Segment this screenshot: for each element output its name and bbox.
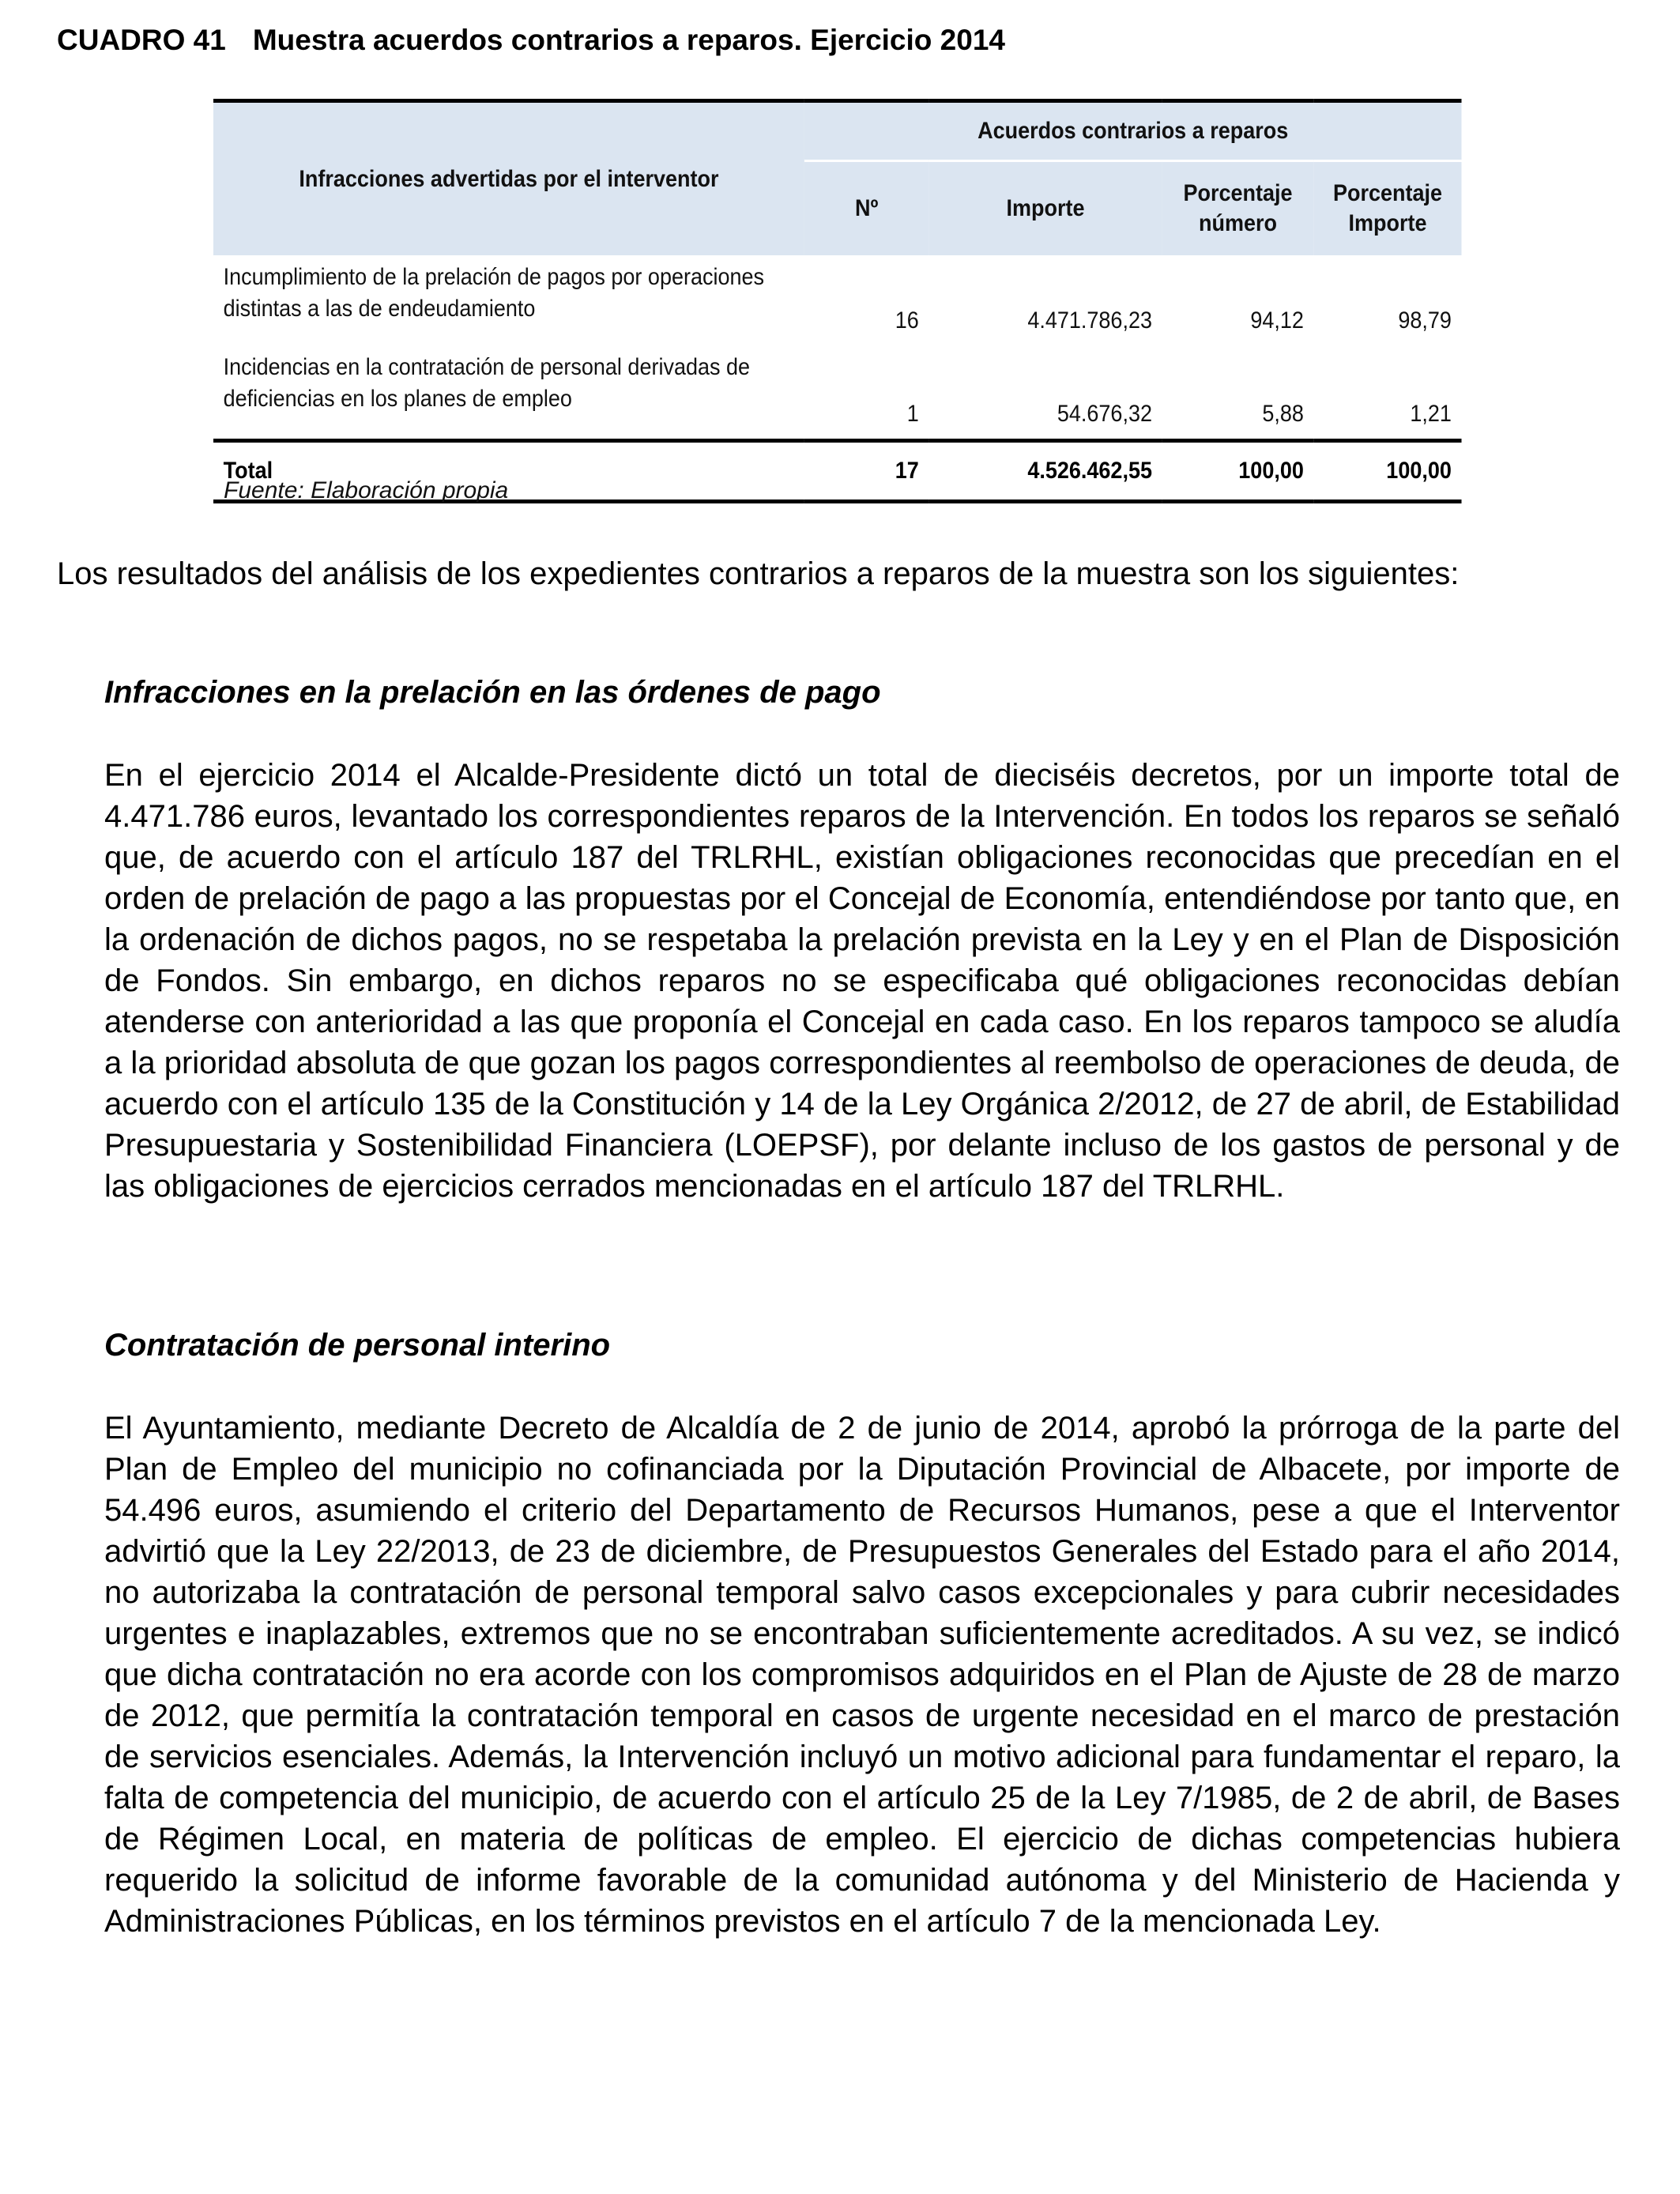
cell-n: 1 xyxy=(906,401,919,427)
total-pct-numero: 100,00 xyxy=(1162,441,1314,502)
table-row xyxy=(213,255,1462,345)
cell-pct-numero: 94,12 xyxy=(1250,307,1304,334)
cell-importe: 54.676,32 xyxy=(1057,401,1152,427)
intro-paragraph: Los resultados del análisis de los expedientes contrarios a reparos de la muestra son los siguientes: xyxy=(57,556,1460,591)
section-paragraph-personal: El Ayuntamiento, mediante Decreto de Alcaldía de 2 de junio de 2014, aprobó la prórroga de la parte del Plan de Empleo del municipio no cofinanciada por la Diputación Provincial de Albacete, por importe de 54.496 euros, asumiendo el criterio del Departamento de Recursos Humanos, pese a que el Interventor advirtió que la Ley 22/2013, de 23 de diciembre, de Presupuestos Generales del Estado para el año 2014, no autorizaba la contratación de personal temporal salvo casos excepcionales y para cubrir necesidades urgentes e inaplazables, extremos que no se encontraban suficientemente acreditados. A su vez, se indicó que dicha contratación no era acorde con los compromisos adquiridos en el Plan de Ajuste de 28 de marzo de 2012, que permitía la contratación temporal en casos de urgente necesidad en el marco de prestación de servicios esenciales. Además, la Intervención incluyó un motivo adicional para fundamentar el reparo, la falta de competencia del municipio, de acuerdo con el artículo 25 de la Ley 7/1985, de 2 de abril, de Bases de Régimen Local, en materia de políticas de empleo. El ejercicio de dichas competencias hubiera requerido la solicitud de informe favorable de la comunidad autónoma y del Ministerio de Hacienda y Administraciones Públicas, en los términos previstos en el artículo 7 de la mencionada Ley. xyxy=(104,1411,1620,1939)
col-header-pct-numero: Porcentaje número xyxy=(1162,161,1314,256)
group-header: Acuerdos contrarios a reparos xyxy=(804,101,1462,161)
agreements-table xyxy=(213,99,1462,503)
section-heading-personal: Contratación de personal interino xyxy=(104,1328,611,1363)
table-row xyxy=(213,345,1462,441)
total-label: Total xyxy=(213,441,804,502)
cell-importe: 4.471.786,23 xyxy=(1027,307,1152,334)
total-n: 17 xyxy=(804,441,929,502)
cell-pct-importe: 1,21 xyxy=(1410,401,1452,427)
table-source: Fuente: Elaboración propia xyxy=(224,477,509,503)
caption-title: Muestra acuerdos contrarios a reparos. Ejercicio 2014 xyxy=(252,24,1005,56)
col-header-importe: Importe xyxy=(929,161,1162,256)
row-header: Infracciones advertidas por el interventor xyxy=(213,101,804,256)
section-paragraph-prelacion: En el ejercicio 2014 el Alcalde-Presidente dictó un total de dieciséis decretos, por un importe total de 4.471.786 euros, levantado los correspondientes reparos de la Intervención. En todos los reparos se señaló que, de acuerdo con el artículo 187 del TRLRHL, existían obligaciones reconocidas que precedían en el orden de prelación de pago a las propuestas por el Concejal de Economía, entendiéndose por tanto que, en la ordenación de dichos pagos, no se respetaba la prelación prevista en la Ley y en el Plan de Disposición de Fondos. Sin embargo, en dichos reparos no se especificaba qué obligaciones reconocidas debían atenderse con anterioridad a las que proponía el Concejal en cada caso. En los reparos tampoco se aludía a la prioridad absoluta de que gozan los pagos correspondientes al reembolso de operaciones de deuda, de acuerdo con el artículo 135 de la Constitución y 14 de la Ley Orgánica 2/2012, de 27 de abril, de Estabilidad Presupuestaria y Sostenibilidad Financiera (LOEPSF), por delante incluso de los gastos de personal y de las obligaciones de ejercicios cerrados mencionadas en el artículo 187 del TRLRHL. xyxy=(104,758,1620,1204)
row-label: Incidencias en la contratación de personal derivadas de deficiencias en los planes de empleo xyxy=(223,354,751,412)
cell-pct-numero: 5,88 xyxy=(1262,401,1304,427)
row-label: Incumplimiento de la prelación de pagos por operaciones distintas a las de endeudamiento xyxy=(223,264,765,322)
total-pct-importe: 100,00 xyxy=(1313,441,1461,502)
cell-pct-importe: 98,79 xyxy=(1398,307,1452,334)
col-header-n: Nº xyxy=(804,161,929,256)
caption-number: CUADRO 41 xyxy=(57,24,226,56)
table-caption xyxy=(57,24,1005,57)
cell-n: 16 xyxy=(895,307,919,334)
col-header-pct-importe: Porcentaje Importe xyxy=(1313,161,1461,256)
total-importe: 4.526.462,55 xyxy=(929,441,1162,502)
section-heading-prelacion: Infracciones en la prelación en las órdenes de pago xyxy=(104,675,881,710)
